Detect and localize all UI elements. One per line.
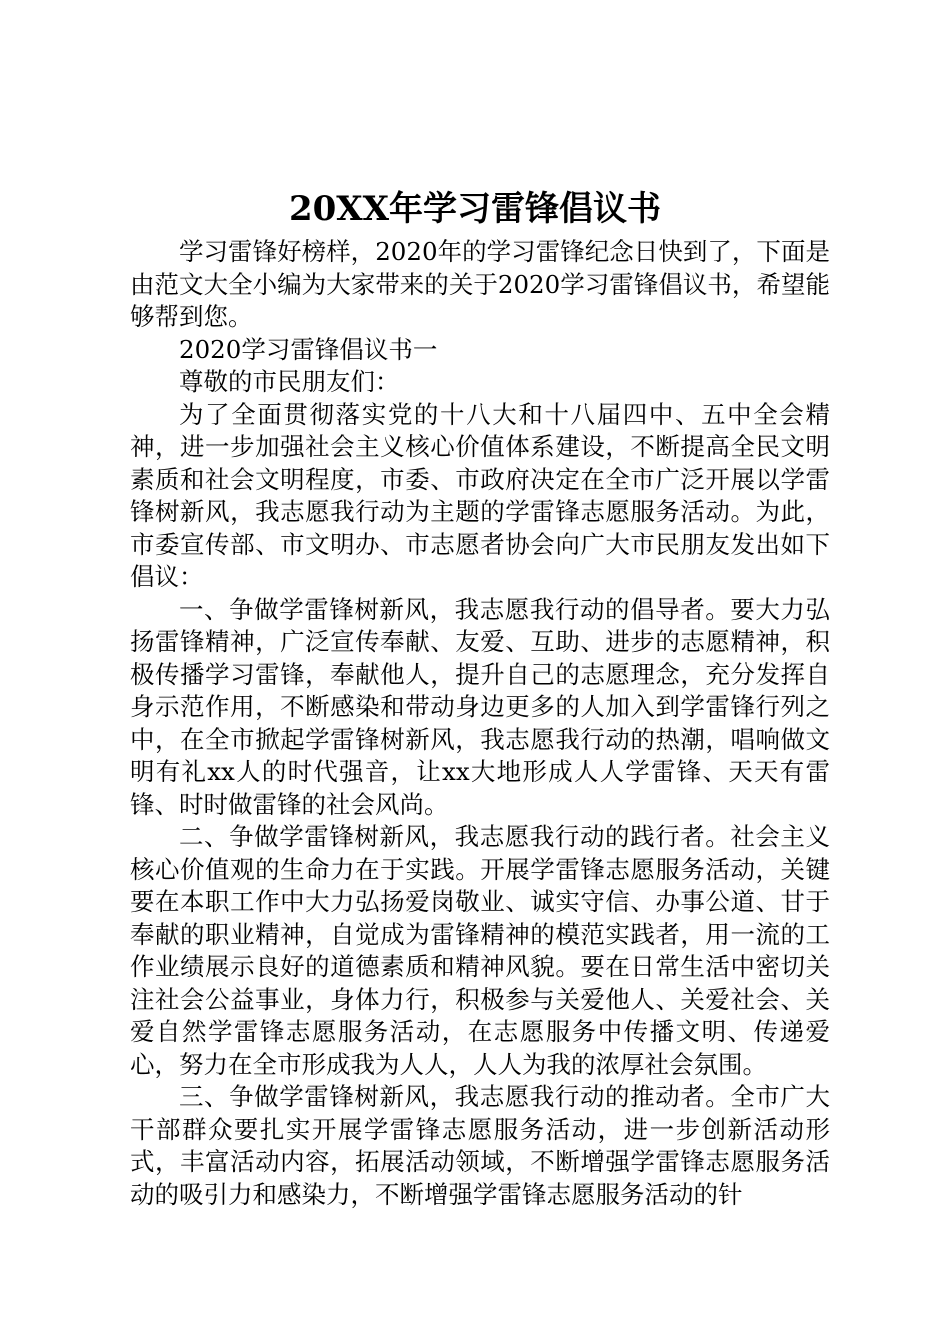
paragraph-intro: 学习雷锋好榜样，2020年的学习雷锋纪念日快到了，下面是由范文大全小编为大家带来的关于2020学习雷锋倡议书，希望能够帮到您。 — [130, 237, 830, 331]
paragraph-preamble: 为了全面贯彻落实党的十八大和十八届四中、五中全会精神，进一步加强社会主义核心价值体系建设，不断提高全民文明素质和社会文明程度，市委、市政府决定在全市广泛开展以学雷锋树新风，我志愿我行动为主题的学雷锋志愿服务活动。为此，市委宣传部、市文明办、市志愿者协会向广大市民朋友发出如下倡议： — [130, 399, 830, 591]
document-body — [130, 236, 830, 1211]
paragraph-point-3: 三、争做学雷锋树新风，我志愿我行动的推动者。全市广大干部群众要扎实开展学雷锋志愿服务活动，进一步创新活动形式，丰富活动内容，拓展活动领域，不断增强学雷锋志愿服务活动的吸引力和感染力，不断增强学雷锋志愿服务活动的针 — [130, 1082, 830, 1209]
document-title: 20XX年学习雷锋倡议书 — [288, 189, 662, 229]
salutation: 尊敬的市民朋友们： — [179, 367, 400, 396]
paragraph-point-2: 二、争做学雷锋树新风，我志愿我行动的践行者。社会主义核心价值观的生命力在于实践。开展学雷锋志愿服务活动，关键要在本职工作中大力弘扬爱岗敬业、诚实守信、办事公道、甘于奉献的职业精神，自觉成为雷锋精神的模范实践者，用一流的工作业绩展示良好的道德素质和精神风貌。要在日常生活中密切关注社会公益事业，身体力行，积极参与关爱他人、关爱社会、关爱自然学雷锋志愿服务活动，在志愿服务中传播文明、传递爱心，努力在全市形成我为人人，人人为我的浓厚社会氛围。 — [130, 822, 830, 1079]
paragraph-point-1: 一、争做学雷锋树新风，我志愿我行动的倡导者。要大力弘扬雷锋精神，广泛宣传奉献、友爱、互助、进步的志愿精神，积极传播学习雷锋，奉献他人，提升自己的志愿理念，充分发挥自身示范作用，不断感染和带动身边更多的人加入到学雷锋行列之中，在全市掀起学雷锋树新风，我志愿我行动的热潮，唱响做文明有礼xx人的时代强音，让xx大地形成人人学雷锋、天天有雷锋、时时做雷锋的社会风尚。 — [130, 594, 830, 819]
section-heading: 2020学习雷锋倡议书一 — [179, 334, 438, 364]
